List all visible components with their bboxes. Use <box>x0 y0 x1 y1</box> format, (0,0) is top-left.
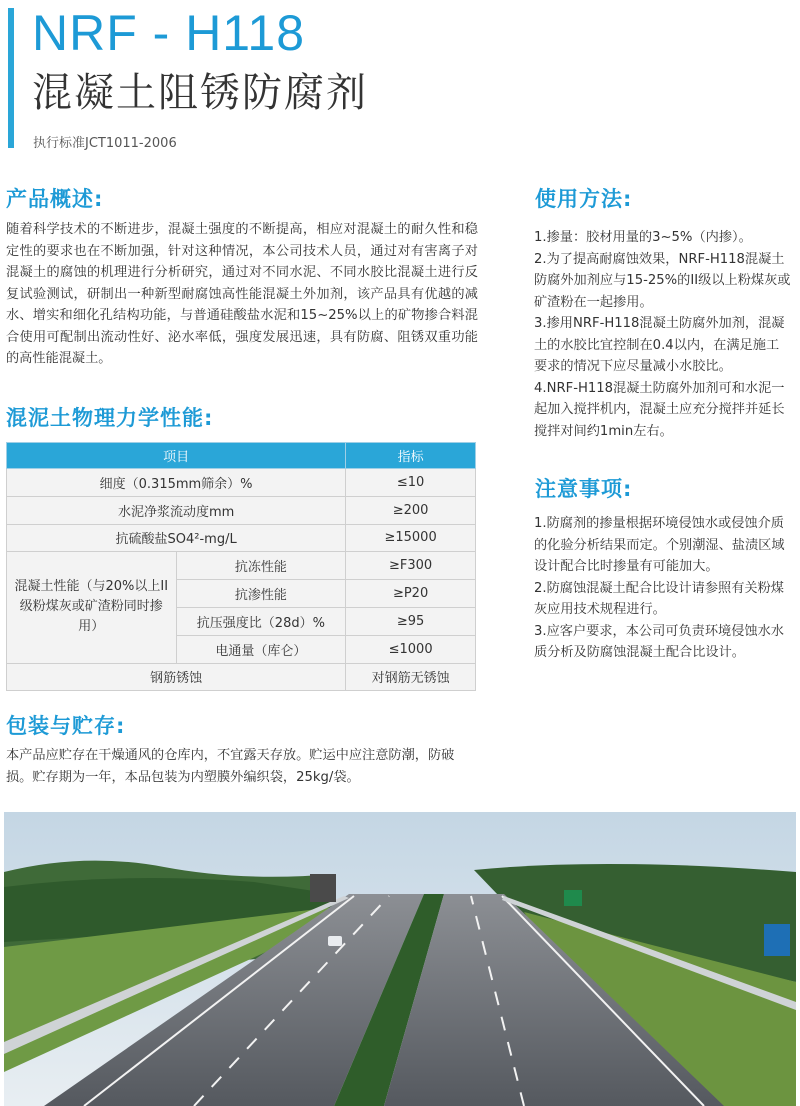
row-value: ≥P20 <box>346 580 476 608</box>
list-item: 2.防腐蚀混凝土配合比设计请参照有关粉煤灰应用技术规程进行。 <box>534 580 784 617</box>
row-item: 抗冻性能 <box>176 552 346 580</box>
overview-title: 产品概述: <box>6 187 104 211</box>
list-item: 3.应客户要求，本公司可负责环境侵蚀水水质分析及防腐蚀混凝土配合比设计。 <box>534 623 784 660</box>
notice-list <box>534 513 792 664</box>
car <box>328 936 342 946</box>
row-value: ≥200 <box>346 496 476 524</box>
list-item: 3.掺用NRF-H118混凝土防腐外加剂，混凝土的水胶比宜控制在0.4以内，在满足施工要求的情况下应尽量减小水胶比。 <box>534 316 785 374</box>
table-row <box>7 663 476 691</box>
highway-photo <box>4 812 796 1106</box>
row-value: ≥F300 <box>346 552 476 580</box>
table-header-row <box>7 443 476 469</box>
row-item: 钢筋锈蚀 <box>7 663 346 691</box>
storage-title: 包装与贮存: <box>6 714 126 738</box>
list-item: 1.掺量：胶材用量的3~5%（内掺）。 <box>534 230 752 245</box>
row-value: ≤10 <box>346 469 476 497</box>
highway-illustration <box>4 812 796 1106</box>
row-item: 水泥净浆流动度mm <box>7 496 346 524</box>
row-item: 抗硫酸盐SO4²-mg/L <box>7 524 346 552</box>
product-name: 混凝土阻锈防腐剂 <box>32 70 368 116</box>
physics-title: 混泥土物理力学性能: <box>6 406 214 430</box>
spec-table <box>6 442 476 691</box>
standard-label: 执行标准JCT1011-2006 <box>33 136 177 151</box>
storage-text: 本产品应贮存在干燥通风的仓库内，不宜露天存放。贮运中应注意防潮，防破损。贮存期为一年，本品包装为内塑膜外编织袋，25kg/袋。 <box>6 748 455 785</box>
road-sign <box>764 924 790 956</box>
table-row <box>7 552 476 580</box>
row-item: 抗压强度比（28d）% <box>176 607 346 635</box>
road-sign <box>564 890 582 906</box>
list-item: 2.为了提高耐腐蚀效果，NRF-H118混凝土防腐外加剂应与15-25%的II级以上粉煤灰或矿渣粉在一起掺用。 <box>534 251 791 310</box>
usage-title: 使用方法: <box>535 187 633 211</box>
overview-text: 随着科学技术的不断进步，混凝土强度的不断提高，相应对混凝土的耐久性和稳定性的要求也在不断加强，针对这种情况，本公司技术人员，通过对有害离子对混凝土的腐蚀的机理进行分析研究，通过对不同水泥、不同水胶比混凝土进行反复试验测试，研制出一种新型耐腐蚀高性能混凝土外加剂，该产品具有优越的减水、增实和细化孔结构功能，与普通硅酸盐水泥和15~25%以上的矿物掺合料混合使用可配制出流动性好、泌水率低，强度发展迅速，具有防腐、阻锈双重功能的高性能混凝土。 <box>6 222 478 366</box>
row-value: ≥95 <box>346 607 476 635</box>
usage-list <box>534 227 792 442</box>
row-value: ≥15000 <box>346 524 476 552</box>
accent-bar <box>8 8 14 148</box>
header-item: 项目 <box>7 443 346 469</box>
table-row <box>7 469 476 497</box>
overhead-sign <box>310 874 336 902</box>
list-item: 4.NRF-H118混凝土防腐外加剂可和水泥一起加入搅拌机内，混凝土应充分搅拌并延长搅拌对间约1min左右。 <box>534 380 785 439</box>
group-label: 混凝土性能（与20%以上II级粉煤灰或矿渣粉同时掺用） <box>7 552 177 663</box>
row-item: 电通量（库仑） <box>176 635 346 663</box>
table-row <box>7 496 476 524</box>
list-item: 1.防腐剂的掺量根据环境侵蚀水或侵蚀介质的化验分析结果而定。个别潮湿、盐渍区域设计配合比时掺量有可能加大。 <box>534 516 785 574</box>
row-value: 对钢筋无锈蚀 <box>346 663 476 691</box>
row-item: 抗渗性能 <box>176 580 346 608</box>
notice-title: 注意事项: <box>535 477 633 501</box>
table-row <box>7 524 476 552</box>
product-code: NRF - H118 <box>32 5 306 61</box>
header-index: 指标 <box>346 443 476 469</box>
row-item: 细度（0.315mm筛余）% <box>7 469 346 497</box>
row-value: ≤1000 <box>346 635 476 663</box>
